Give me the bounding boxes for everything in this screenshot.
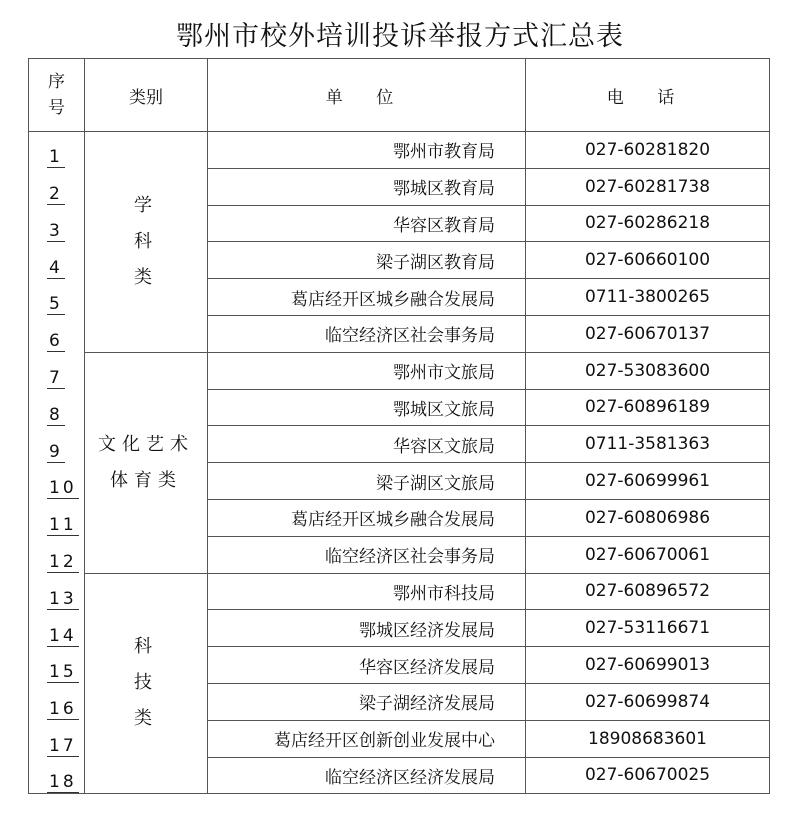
row-phone: 027-60896189 [526, 389, 770, 426]
row-seq-cell [29, 389, 85, 426]
row-phone: 18908683601 [526, 720, 770, 757]
category-label-line: 科 [134, 230, 158, 252]
row-seq: 1 [49, 147, 63, 168]
row-phone: 0711-3800265 [526, 279, 770, 316]
row-seq-cell [29, 499, 85, 536]
row-seq-cell [29, 132, 85, 169]
row-unit: 葛店经开区城乡融合发展局 [208, 279, 526, 316]
row-phone: 027-60896572 [526, 573, 770, 610]
row-unit: 鄂城区教育局 [208, 168, 526, 205]
table-body [29, 132, 770, 794]
row-seq: 7 [49, 368, 63, 389]
row-phone: 027-60699961 [526, 463, 770, 500]
row-seq: 5 [49, 294, 63, 315]
row-phone: 0711-3581363 [526, 426, 770, 463]
row-unit: 梁子湖区文旅局 [208, 463, 526, 500]
row-unit: 梁子湖经济发展局 [208, 683, 526, 720]
page-title: 鄂州市校外培训投诉举报方式汇总表 [176, 21, 624, 52]
row-seq-cell [29, 573, 85, 610]
row-seq-cell [29, 610, 85, 647]
row-seq-cell [29, 720, 85, 757]
row-seq: 10 [49, 478, 77, 499]
header-unit: 单 位 [208, 59, 526, 132]
row-phone: 027-60670025 [526, 757, 770, 794]
row-seq: 11 [49, 515, 77, 536]
row-phone: 027-60286218 [526, 205, 770, 242]
row-phone: 027-60699013 [526, 647, 770, 684]
row-phone: 027-60806986 [526, 499, 770, 536]
table-row [29, 573, 770, 610]
category-label-line: 体育类 [110, 469, 182, 491]
row-phone: 027-60699874 [526, 683, 770, 720]
row-seq: 6 [49, 331, 63, 352]
header-phone: 电 话 [526, 59, 770, 132]
row-phone: 027-60660100 [526, 242, 770, 279]
table-header-row [29, 59, 770, 132]
row-seq-cell [29, 279, 85, 316]
row-seq: 9 [49, 441, 63, 462]
header-seq-line1: 序 [48, 72, 65, 92]
row-unit: 临空经济区经济发展局 [208, 757, 526, 794]
row-unit: 鄂城区文旅局 [208, 389, 526, 426]
category-label-line: 文化艺术 [98, 433, 194, 455]
row-unit: 临空经济区社会事务局 [208, 315, 526, 352]
row-seq: 12 [49, 552, 77, 573]
row-unit: 华容区经济发展局 [208, 647, 526, 684]
row-seq-cell [29, 536, 85, 573]
row-unit: 华容区文旅局 [208, 426, 526, 463]
category-cell [85, 573, 208, 794]
row-seq: 2 [49, 184, 63, 205]
row-phone: 027-60281738 [526, 168, 770, 205]
row-phone: 027-53116671 [526, 610, 770, 647]
complaint-contact-table [28, 58, 770, 794]
category-cell [85, 132, 208, 353]
row-unit: 鄂州市科技局 [208, 573, 526, 610]
row-seq: 4 [49, 257, 63, 278]
row-seq-cell [29, 683, 85, 720]
row-seq: 15 [49, 662, 77, 683]
row-unit: 华容区教育局 [208, 205, 526, 242]
category-label-line: 学 [134, 194, 158, 216]
row-seq-cell [29, 205, 85, 242]
category-label-line: 技 [134, 672, 158, 694]
table-row [29, 352, 770, 389]
row-unit: 葛店经开区城乡融合发展局 [208, 499, 526, 536]
row-seq-cell [29, 463, 85, 500]
header-seq [29, 59, 85, 132]
header-category: 类别 [85, 59, 208, 132]
row-seq-cell [29, 426, 85, 463]
row-unit: 鄂州市教育局 [208, 132, 526, 169]
category-label-line: 科 [134, 636, 158, 658]
category-cell [85, 352, 208, 573]
category-label-line: 类 [134, 708, 158, 730]
row-seq: 3 [49, 220, 63, 241]
row-seq-cell [29, 352, 85, 389]
row-phone: 027-53083600 [526, 352, 770, 389]
row-seq-cell [29, 647, 85, 684]
row-unit: 葛店经开区创新创业发展中心 [208, 720, 526, 757]
row-unit: 鄂城区经济发展局 [208, 610, 526, 647]
row-seq: 14 [49, 625, 77, 646]
row-unit: 梁子湖区教育局 [208, 242, 526, 279]
row-phone: 027-60670061 [526, 536, 770, 573]
row-seq-cell [29, 757, 85, 794]
table-row [29, 132, 770, 169]
row-seq: 18 [49, 772, 77, 793]
row-seq-cell [29, 242, 85, 279]
row-unit: 鄂州市文旅局 [208, 352, 526, 389]
row-seq-cell [29, 315, 85, 352]
row-seq: 17 [49, 736, 77, 757]
header-seq-line2: 号 [48, 98, 65, 118]
row-seq-cell [29, 168, 85, 205]
row-unit: 临空经济区社会事务局 [208, 536, 526, 573]
row-seq: 8 [49, 404, 63, 425]
row-phone: 027-60281820 [526, 132, 770, 169]
row-phone: 027-60670137 [526, 315, 770, 352]
category-label-line: 类 [134, 266, 158, 288]
row-seq: 13 [49, 588, 77, 609]
row-seq: 16 [49, 699, 77, 720]
